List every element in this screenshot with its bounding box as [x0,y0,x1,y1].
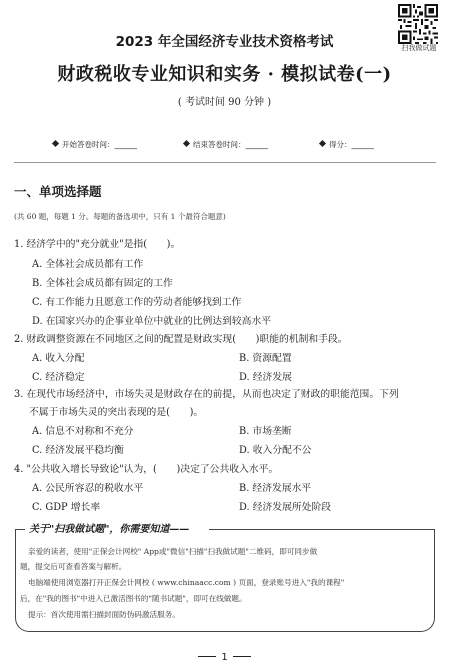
question-1-option-b[interactable]: B. 全体社会成员都有固定的工作 [32,278,173,289]
start-time-label: 开始答卷时间：______ [62,140,137,149]
score-field [320,139,374,150]
question-3-option-c[interactable]: C. 经济发展平稳均衡 [32,445,124,456]
start-time-field [53,139,137,150]
end-time-label: 结束答卷时间：______ [193,140,268,149]
section-instructions: (共 60 题，每题 1 分。每题的备选项中，只有 1 个最符合题意) [14,212,226,221]
question-1-option-a[interactable]: A. 全体社会成员都有工作 [32,259,144,270]
dash-right [233,656,251,657]
question-3-option-a[interactable]: A. 信息不对称和不充分 [32,426,134,437]
question-3-stem-line-1: 3. 在现代市场经济中，市场失灵是财政存在的前提，从而也决定了财政的职能范围。下列 [14,389,399,400]
notice-line: 电脑端使用浏览器打开正保会计网校 ( www.chinaacc.com ) 页面，登录账号进入"我的课程" [28,578,345,587]
question-1-option-c[interactable]: C. 有工作能力且愿意工作的劳动者能够找到工作 [32,297,242,308]
question-4-option-a[interactable]: A. 公民所容忍的税收水平 [32,483,144,494]
notice-line: 提示：首次使用需扫描封面防伪码激活服务。 [28,610,180,619]
question-3-stem-line-2: 不属于市场失灵的突出表现的是( )。 [29,407,204,418]
question-2-option-b[interactable]: B. 资源配置 [239,353,292,364]
question-2-option-a[interactable]: A. 收入分配 [32,353,85,364]
question-2-stem: 2. 财政调整资源在不同地区之间的配置是财政实现( )职能的机制和手段。 [14,334,348,345]
question-1-option-d[interactable]: D. 在国家兴办的企事业单位中就业的比例达到较高水平 [32,316,272,327]
notice-box-border [209,529,434,530]
diamond-bullet-icon [319,140,326,147]
divider [14,162,436,163]
exam-title: 2023 年全国经济专业技术资格考试 [115,34,334,50]
question-4-option-d[interactable]: D. 经济发展所处阶段 [239,502,332,513]
question-2-option-d[interactable]: D. 经济发展 [239,372,292,383]
end-time-field [184,139,268,150]
diamond-bullet-icon [52,140,59,147]
page-number-value: 1 [221,652,228,663]
notice-line: 亲爱的读者，使用"正保会计网校" App或"微信"扫描"扫我做试题"二维码，即可同步做 [28,547,318,556]
question-4-stem: 4. "公共收入增长导致论"认为，( )决定了公共收入水平。 [14,464,279,475]
notice-box-border [15,529,25,530]
question-3-option-d[interactable]: D. 收入分配不公 [239,445,312,456]
question-2-option-c[interactable]: C. 经济稳定 [32,372,85,383]
question-3-option-b[interactable]: B. 市场垄断 [239,426,292,437]
notice-title: 关于"扫我做试题"，你需要知道—— [27,520,191,535]
score-label: 得分：______ [329,140,374,149]
page-title: 财政税收专业知识和实务 · 模拟试卷(一) [57,64,392,85]
dash-left [198,656,216,657]
question-4-option-c[interactable]: C. GDP 增长率 [32,502,101,513]
diamond-bullet-icon [183,140,190,147]
notice-line: 题，提交后可查看答案与解析。 [20,562,127,571]
section-heading: 一、单项选择题 [14,184,102,199]
question-1-stem: 1. 经济学中的"充分就业"是指( )。 [14,239,181,250]
qr-caption: 扫我做试题 [401,44,437,52]
notice-line: 后，在"我的图书"中进入已激活图书的"随书试题"，即可在线做题。 [20,594,247,603]
exam-duration: ( 考试时间 90 分钟 ) [177,97,272,108]
question-4-option-b[interactable]: B. 经济发展水平 [239,483,312,494]
page-number [0,652,449,663]
